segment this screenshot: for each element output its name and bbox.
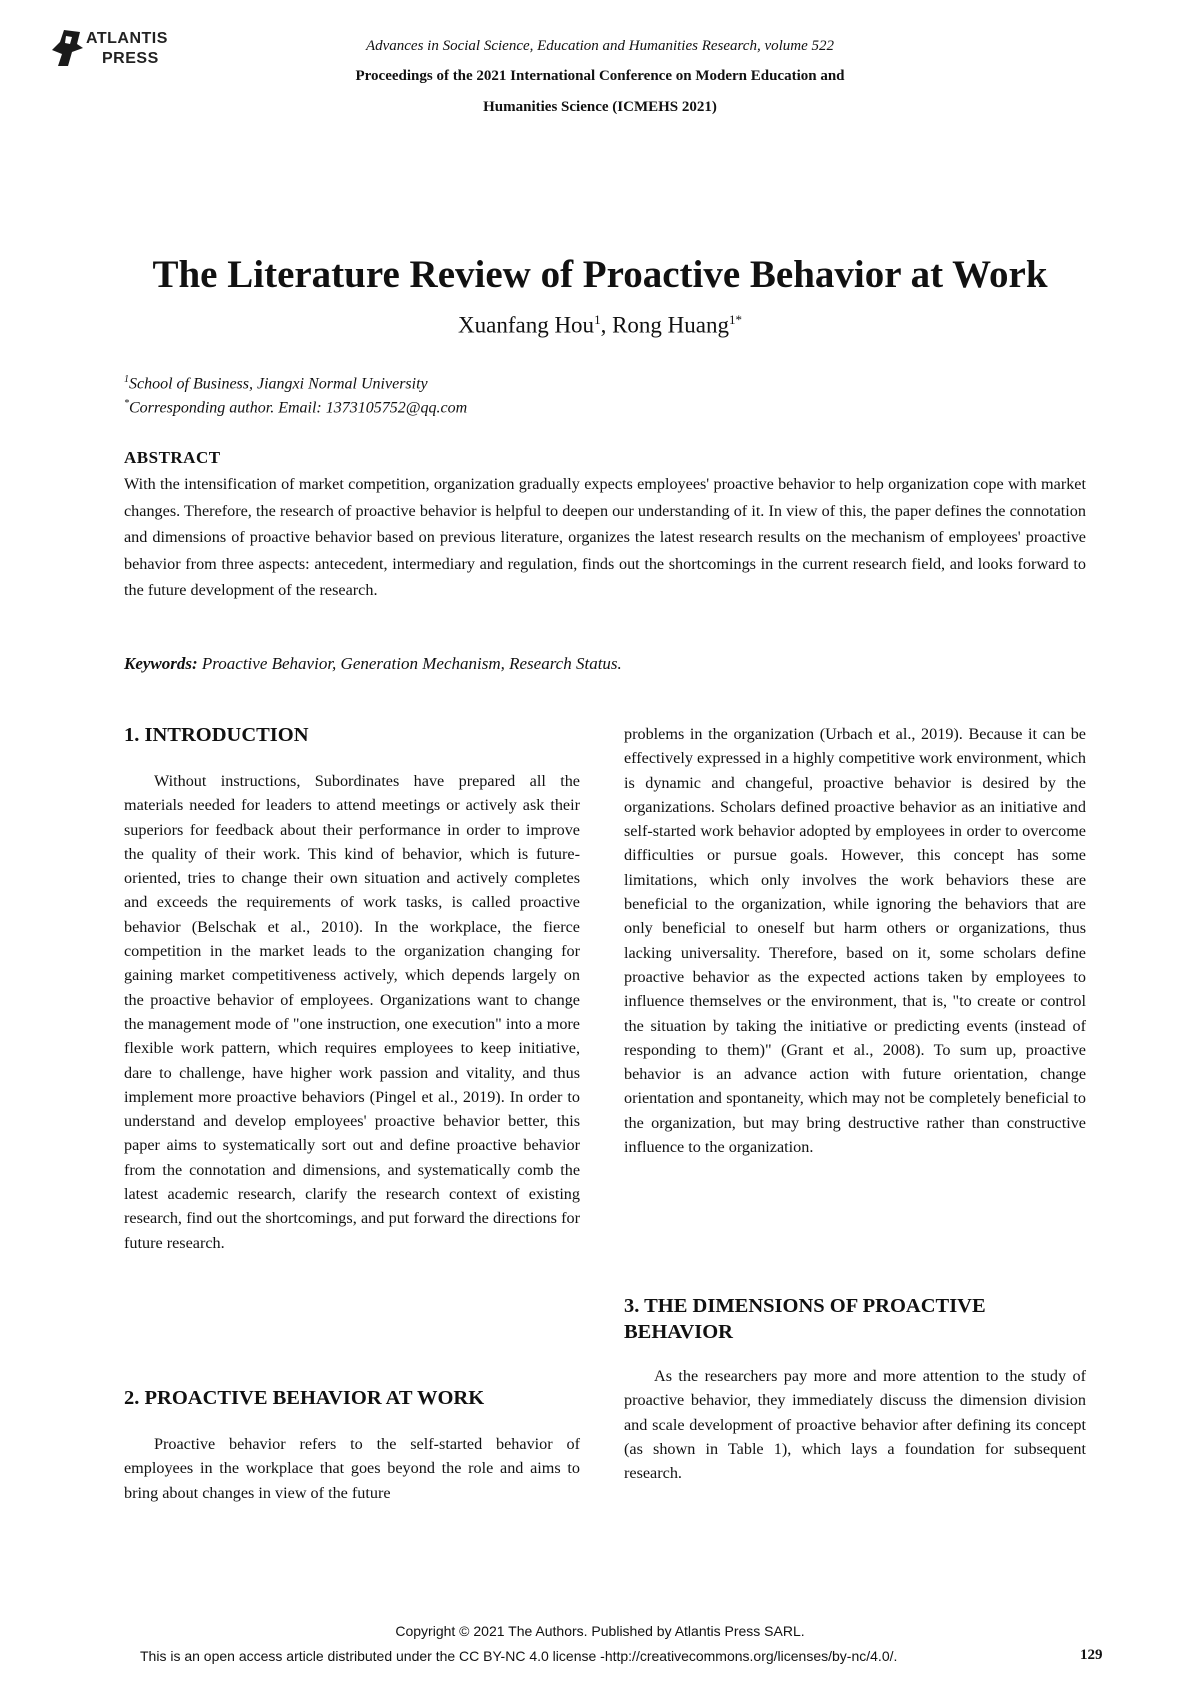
corresponding-text: Corresponding author. Email: 1373105752@qq.com <box>129 399 468 417</box>
introduction-body <box>124 769 580 1255</box>
author-name: Rong Huang <box>612 312 729 338</box>
affiliation-text: School of Business, Jiangxi Normal University <box>129 375 428 393</box>
proactive-behavior-body-continued <box>624 722 1086 1159</box>
affiliation-mark: 1 <box>124 374 129 385</box>
paragraph: Without instructions, Subordinates have prepared all the materials needed for leaders to attend meetings or actively ask their superiors for feedback about their performance in order to improve the quality of their work. This kind of behavior, which is future-oriented, tries to change their own situation and actively completes and exceeds the requirements of work tasks, is called proactive behavior (Belschak et al., 2010). In the workplace, the fierce competition in the market leads to the organization changing for gaining market competitiveness actively, which depends largely on the proactive behavior of employees. Organizations want to change the management mode of "one instruction, one execution" into a more flexible work pattern, which requires employees to keep initiative, dare to challenge, have higher work passion and vitality, and thus implement more proactive behaviors (Pingel et al., 2019). In order to understand and develop employees' proactive behavior better, this paper aims to systematically sort out and define proactive behavior from the connotation and dimensions, and systematically comb the latest academic research, clarify the research context of existing research, find out the shortcomings, and put forward the directions for future research. <box>124 772 580 1252</box>
section-heading-dimensions: 3. THE DIMENSIONS OF PROACTIVE BEHAVIOR <box>624 1295 986 1343</box>
atlantis-logo-icon <box>50 28 84 68</box>
author-separator: , <box>600 312 613 338</box>
paper-title: The Literature Review of Proactive Behavior at Work <box>152 253 1048 296</box>
page-number: 129 <box>1080 1647 1103 1663</box>
dimensions-body <box>624 1364 1086 1485</box>
logo-text-line1: ATLANTIS <box>86 30 168 47</box>
publisher-logo <box>50 28 190 76</box>
abstract-heading: ABSTRACT <box>124 448 221 467</box>
journal-series: Advances in Social Science, Education and Humanities Research, volume 522 <box>365 38 835 54</box>
license-notice: This is an open access article distributed under the CC BY-NC 4.0 license -http://creativecommons.org/licenses/by-nc/4.0/. <box>140 1648 898 1664</box>
section-heading-introduction: 1. INTRODUCTION <box>124 724 309 746</box>
proceedings-line-2: Humanities Science (ICMEHS 2021) <box>483 99 717 115</box>
proceedings-line-1: Proceedings of the 2021 International Conference on Modern Education and <box>355 68 845 84</box>
section-heading-proactive-behavior: 2. PROACTIVE BEHAVIOR AT WORK <box>124 1387 485 1409</box>
keywords-label: Keywords: <box>124 654 198 673</box>
corresponding-mark: * <box>124 398 129 409</box>
author-name: Xuanfang Hou <box>458 312 595 338</box>
author-affiliation-mark: 1 <box>594 312 601 327</box>
keywords <box>124 654 1086 674</box>
copyright-notice: Copyright © 2021 The Authors. Published by Atlantis Press SARL. <box>395 1623 805 1639</box>
proactive-behavior-body <box>124 1432 580 1505</box>
author-list <box>100 312 1100 339</box>
author-affiliation-mark: 1* <box>728 312 742 327</box>
affiliation <box>124 374 428 393</box>
keywords-list: Proactive Behavior, Generation Mechanism, Research Status. <box>197 654 622 673</box>
paragraph: problems in the organization (Urbach et al., 2019). Because it can be effectively expressed in a highly competitive work environment, which is dynamic and changeful, proactive behavior is desired by the organizations. Scholars defined proactive behavior as an initiative and self-started work behavior adopted by employees in order to overcome difficulties or pursue goals. However, this concept has some limitations, which only involves the work behaviors these are beneficial to the organization, while ignoring the behaviors that are only beneficial to oneself but harm others or organizations, thus lacking universality. Therefore, based on it, some scholars define proactive behavior as the expected actions taken by employees to influence themselves or the environment, that is, "to create or control the situation by taking the initiative or predicting events (instead of responding to them)" (Grant et al., 2008). To sum up, proactive behavior is an advance action with future orientation, change orientation and spontaneity, which may not be completely beneficial to the organization, but may bring destructive rather than constructive influence to the organization. <box>624 725 1086 1157</box>
abstract-body: With the intensification of market competition, organization gradually expects employees' proactive behavior to help organization cope with market changes. Therefore, the research of proactive behavior is helpful to deepen our understanding of it. In view of this, the paper defines the connotation and dimensions of proactive behavior based on previous literature, organizes the latest research results on the mechanism of employees' proactive behavior from three aspects: antecedent, intermediary and regulation, finds out the shortcomings in the current research field, and looks forward to the future development of the research. <box>124 475 1086 600</box>
corresponding-author <box>124 398 467 417</box>
logo-text-line2: PRESS <box>102 50 159 67</box>
paragraph: Proactive behavior refers to the self-started behavior of employees in the workplace that goes beyond the role and aims to bring about changes in view of the future <box>124 1435 580 1502</box>
paragraph: As the researchers pay more and more attention to the study of proactive behavior, they immediately discuss the dimension division and scale development of proactive behavior after defining its concept (as shown in Table 1), which lays a foundation for subsequent research. <box>624 1367 1086 1483</box>
